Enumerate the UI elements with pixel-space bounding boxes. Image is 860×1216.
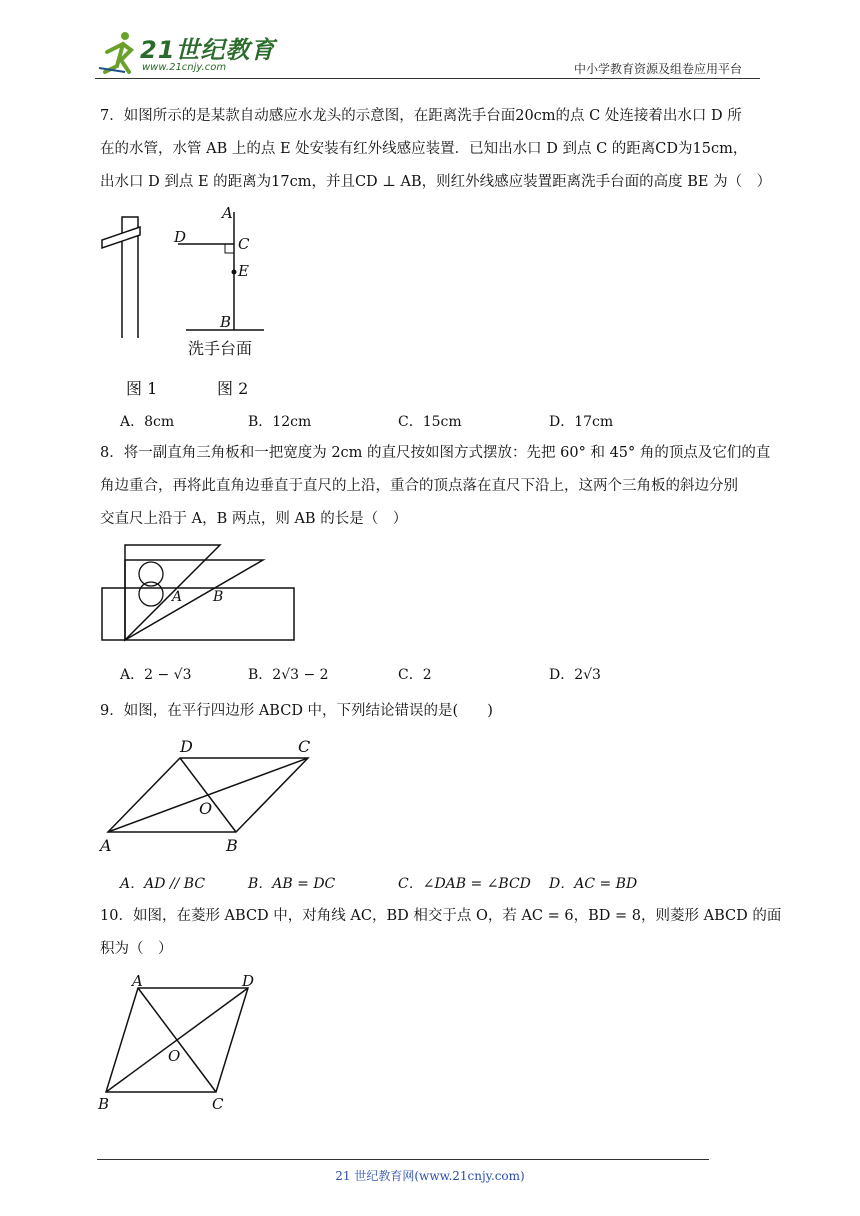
q10-line2: 积为（ ） (100, 941, 173, 957)
q8-figure (95, 540, 305, 650)
q8-option-d[interactable]: D．2√3 (549, 667, 601, 683)
footer-rule (97, 1159, 709, 1160)
q9-label-D: D (180, 737, 193, 756)
q9-option-d[interactable]: D．AC = BD (549, 876, 638, 892)
q8-option-b[interactable]: B．2√3 − 2 (248, 667, 329, 683)
q7-label-C: C (238, 235, 250, 253)
q9-line1: 9．如图，在平行四边形 ABCD 中，下列结论错误的是( ) (100, 703, 493, 719)
q7-label-D: D (174, 228, 187, 246)
q8-line1: 8．将一副直角三角板和一把宽度为 2cm 的直尺按如图方式摆放：先把 60° 和 45° 角的顶点及它们的直 (100, 445, 771, 461)
q7-label-fig1: 图 1 (126, 379, 158, 398)
q7-option-a[interactable]: A．8cm (120, 414, 175, 430)
q9-label-C: C (298, 737, 311, 756)
q7-label-E: E (238, 262, 249, 280)
q7-label-A: A (222, 204, 233, 222)
ruler (102, 588, 294, 640)
q7-label-fig2: 图 2 (217, 379, 249, 398)
q8-line2: 角边重合，再将此直角边垂直于直尺的上沿，重合的顶点落在直尺下沿上，这两个三角板的斜边分别 (100, 478, 738, 494)
q10-figure (100, 980, 280, 1100)
q9-figure (100, 740, 320, 840)
q7-label-B: B (220, 313, 232, 331)
logo-text: 21世纪教育 (140, 36, 276, 64)
faucet-figure (102, 217, 140, 338)
q10-label-D: D (242, 972, 255, 990)
q10-label-B: B (98, 1095, 110, 1113)
q8-option-a[interactable]: A．2 − √3 (120, 667, 192, 683)
q8-option-c[interactable]: C．2 (398, 667, 432, 683)
q9-option-a[interactable]: A．AD // BC (120, 876, 206, 892)
q7-option-c[interactable]: C．15cm (398, 414, 462, 430)
q8-label-A: A (172, 589, 183, 605)
q7-option-b[interactable]: B．12cm (248, 414, 312, 430)
q10-line1: 10．如图，在菱形 ABCD 中，对角线 AC，BD 相交于点 O，若 AC = 6，BD = 8，则菱形 ABCD 的面 (100, 908, 782, 924)
q10-label-O: O (168, 1047, 181, 1065)
q7-figure (90, 200, 290, 400)
footer-link[interactable]: 21 世纪教育网(www.21cnjy.com) (335, 1169, 525, 1183)
q10-label-A: A (132, 972, 143, 990)
q9-option-b[interactable]: B．AB = DC (248, 876, 336, 892)
runner-icon (99, 32, 131, 72)
header-rule (95, 78, 760, 79)
q9-option-c[interactable]: C．∠DAB = ∠BCD (398, 876, 531, 892)
q7-label-table: 洗手台面 (188, 339, 253, 358)
q9-label-B: B (226, 836, 238, 855)
q9-label-O: O (199, 799, 213, 818)
q7-option-d[interactable]: D．17cm (549, 414, 614, 430)
q7-line2: 在的水管，水管 AB 上的点 E 处安装有红外线感应装置．已知出水口 D 到点 C 的距离CD为15cm， (100, 141, 748, 157)
header-right-text: 中小学教育资源及组卷应用平台 (574, 62, 743, 76)
q7-line3: 出水口 D 到点 E 的距离为17cm，并且CD ⊥ AB，则红外线感应装置距离洗手台面的高度 BE 为（ ） (100, 174, 772, 190)
q7-line1: 7．如图所示的是某款自动感应水龙头的示意图，在距离洗手台面20cm的点 C 处连接着出水口 D 所 (100, 108, 742, 124)
q8-label-B: B (213, 589, 224, 605)
q10-label-C: C (212, 1095, 224, 1113)
logo-url: www.21cnjy.com (142, 62, 227, 73)
q9-label-A: A (100, 836, 112, 855)
q8-line3: 交直尺上沿于 A，B 两点，则 AB 的长是（ ） (100, 511, 408, 527)
